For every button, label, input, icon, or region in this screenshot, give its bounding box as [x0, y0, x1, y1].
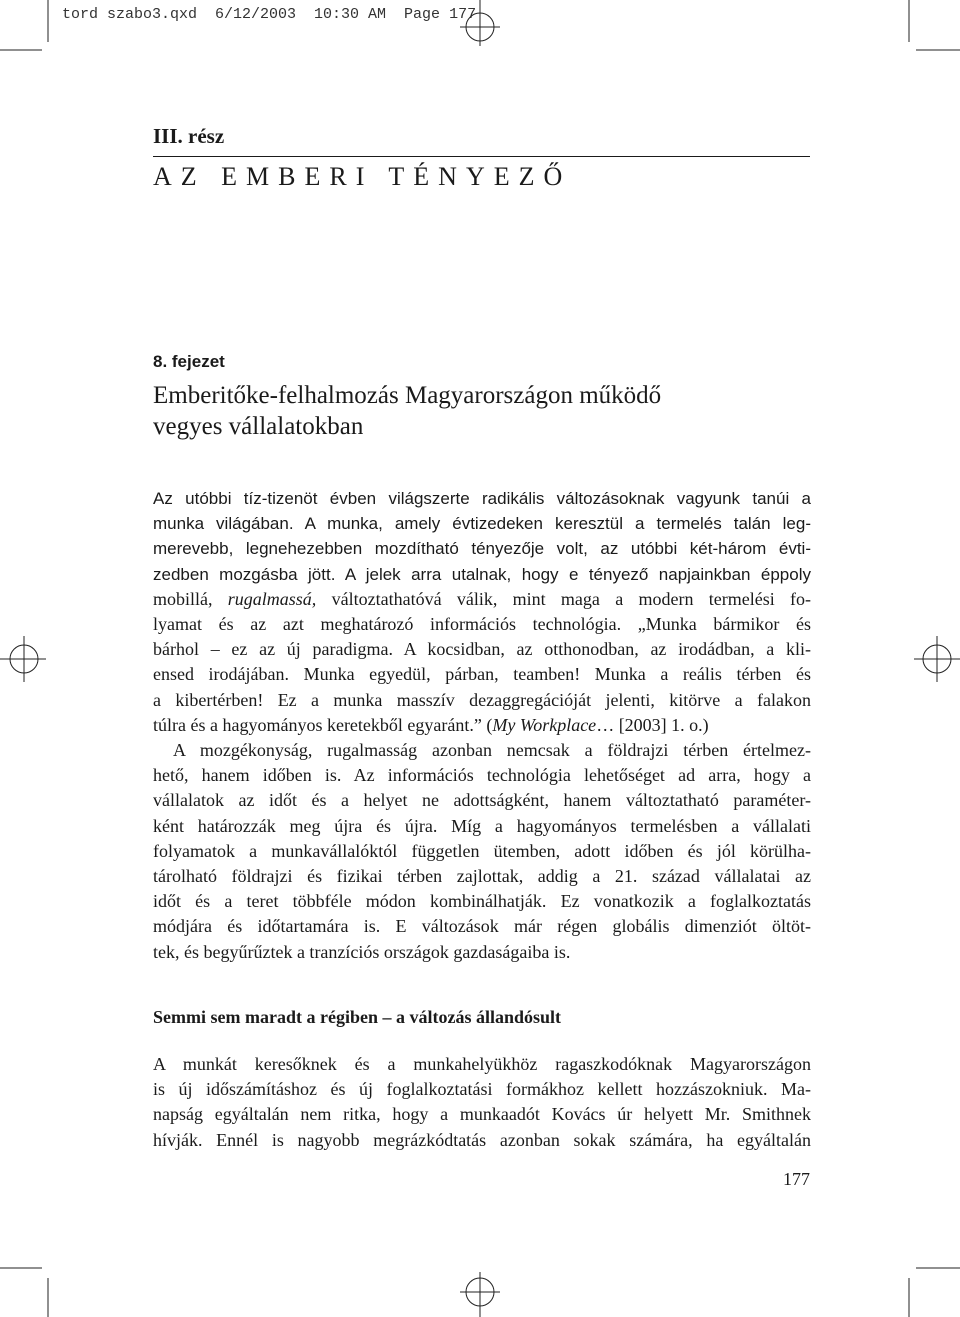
- text-line: ensed irodájában. Munka egyedül, párban, teamben! Munka a reális térben és: [153, 664, 811, 685]
- part-label: III. rész: [153, 124, 225, 148]
- chapter-title-line: vegyes vállalatokban: [153, 413, 364, 440]
- text-line: túlra és a hagyományos keretekből egyaránt.” (My Workplace… [2003] 1. o.): [153, 714, 709, 735]
- chapter-title-line: Emberitőke-felhalmozás Magyarországon működő: [153, 382, 662, 409]
- section-heading: Semmi sem maradt a régiben – a változás állandósult: [153, 1007, 561, 1027]
- text-line: tek, és begyűrűztek a tranzíciós országok gazdaságaiba is.: [153, 941, 571, 962]
- text-line: mobillá, rugalmassá, változtathatóvá válik, mint maga a modern termelési fo-: [153, 588, 812, 609]
- text-line: folyamatok a munkavállalóktól független ütemben, adott időben és jól körülha-: [153, 840, 811, 861]
- text-line: A munkát keresőknek és a munkahelyükhöz ragaszkodóknak Magyarországon: [153, 1054, 811, 1074]
- text-line: Az utóbbi tíz-tizenöt évben világszerte radikális változásoknak vagyunk tanúi a: [153, 489, 811, 508]
- chapter-label: 8. fejezet: [153, 352, 225, 371]
- citation-title: My Workplace: [492, 714, 597, 735]
- text-line: lyamat és az azt meghatározó információs technológia. „Munka bármikor és: [153, 614, 811, 635]
- text-line: zedben mozgásba jött. A jelek arra utalnak, hogy e tényező napjainkban éppoly: [153, 564, 811, 584]
- text-line: bárhol – ez az új paradigma. A kocsidban, az otthonodban, az irodádban, a kli-: [153, 639, 811, 660]
- text-line: merevebb, legnehezebben mozdítható tényezője volt, az utóbbi két-három évti-: [153, 539, 811, 559]
- text-line: tárolható földrajzi és fizikai térben zajlottak, addig a 21. század vállalatai az: [153, 866, 811, 887]
- italic-term: rugalmassá,: [227, 588, 317, 609]
- text-line: hívják. Ennél is nagyobb megrázkódtatás azonban sokak számára, ha egyáltalán: [153, 1129, 811, 1150]
- registration-mark: [10, 645, 38, 673]
- part-title: AZ EMBERI TÉNYEZŐ: [153, 162, 572, 191]
- text-line: munka világában. A munka, amely évtizedeken keresztül a termelés talán leg-: [153, 514, 811, 534]
- text-line: vállalatok az időt és a helyet ne adottságként, hanem változtatható paraméter-: [153, 790, 811, 811]
- part-divider: [153, 156, 810, 157]
- text-line: a kibertérben! Ez a munka masszív dezaggregációját jelenti, kitörve a falakon: [153, 689, 811, 710]
- paragraph-mobility: [153, 738, 811, 965]
- registration-mark: [923, 645, 951, 673]
- text-line: hető, hanem időben is. Az információs technológia lehetőséget ad arra, hogy a: [153, 765, 811, 786]
- text-line: időt és a teret többféle módon kombinálhatják. Ez vonatkozik a foglalkoztatás: [153, 891, 811, 912]
- page-number: 177: [783, 1169, 810, 1189]
- file-slug: tord szabo3.qxd 6/12/2003 10:30 AM Page 177: [62, 6, 477, 23]
- text-line: napság egyáltalán nem ritka, hogy a munkaadót Kovács úr helyett Mr. Smithnek: [153, 1104, 811, 1125]
- text-line: ként határozzák meg újra és újra. Míg a hagyományos termelésben a vállalati: [153, 815, 811, 836]
- text-line: A mozgékonyság, rugalmasság azonban nemcsak a földrajzi térben értelmez-: [173, 740, 811, 760]
- text-line: is új időszámításhoz és új foglalkoztatási formákhoz kellett hozzászokniuk. Ma-: [153, 1079, 811, 1100]
- paragraph-intro: [153, 486, 811, 738]
- chapter-title: [153, 380, 813, 442]
- registration-mark: [466, 1278, 494, 1306]
- text-line: módjára és időtartamára is. E változások már régen globális dimenziót öltöt-: [153, 916, 811, 937]
- paragraph-employment: [153, 1052, 811, 1153]
